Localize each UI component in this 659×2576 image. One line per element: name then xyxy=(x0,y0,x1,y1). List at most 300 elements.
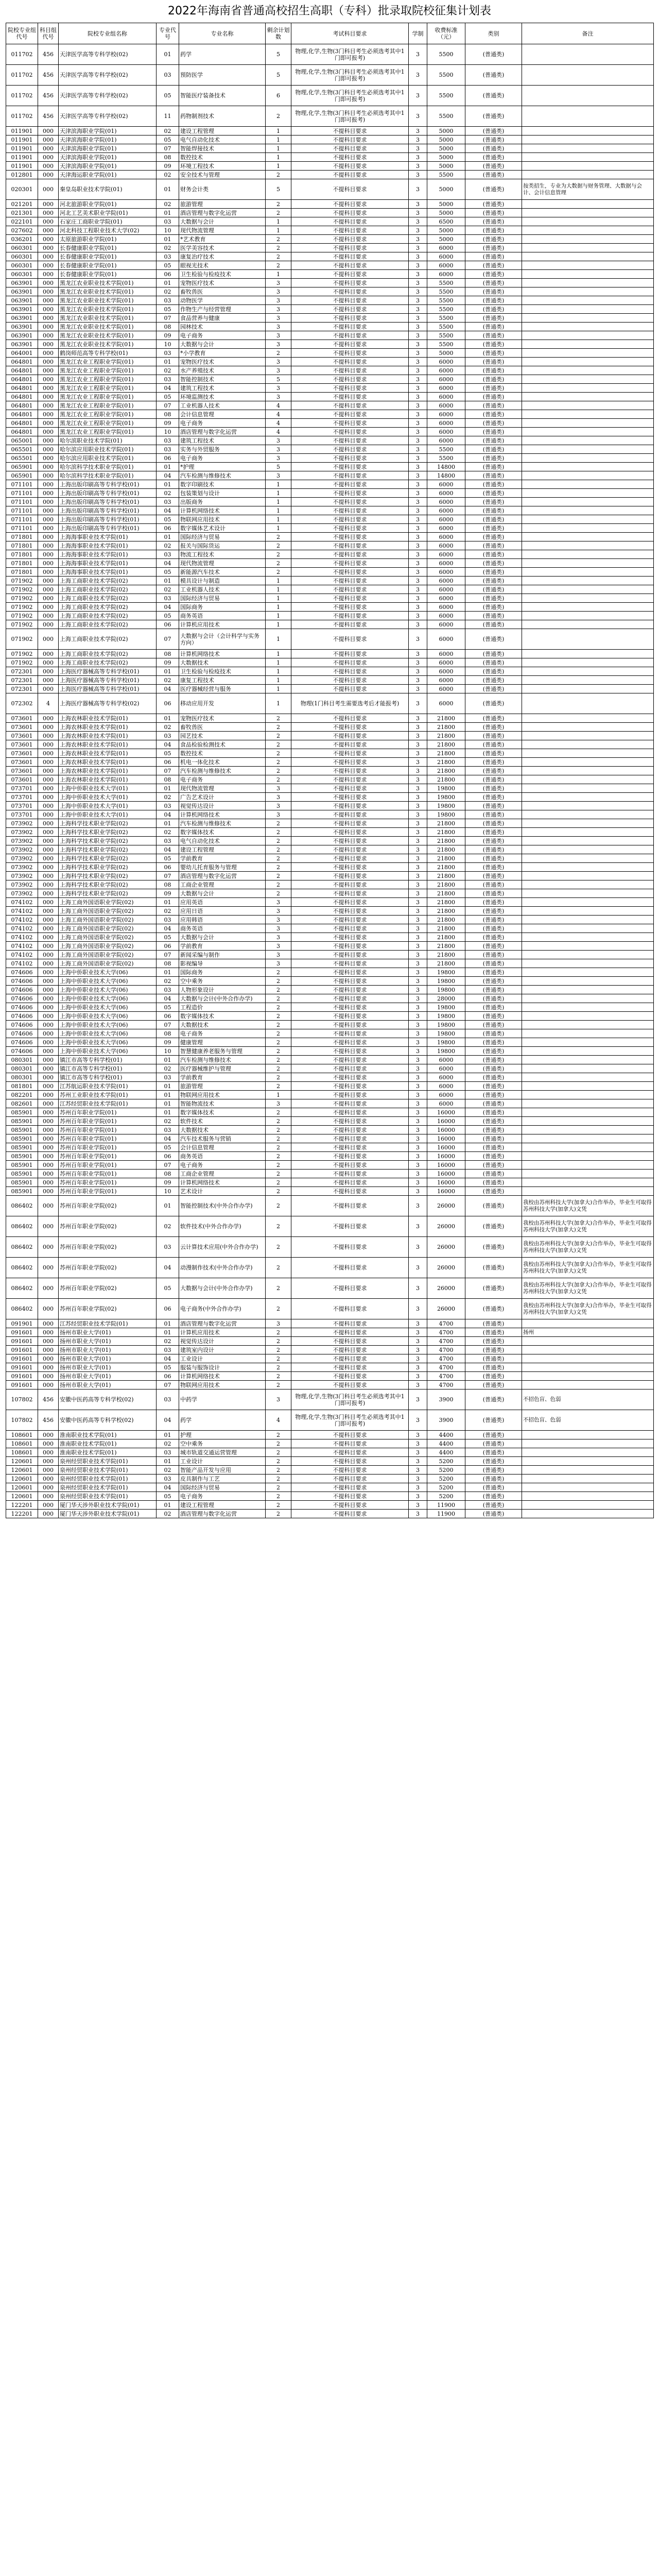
cell-subject-group: 456 xyxy=(38,86,59,106)
cell-duration: 3 xyxy=(409,1196,427,1216)
cell-tuition: 5000 xyxy=(427,162,465,171)
cell-major-name: 空中乘务 xyxy=(179,1439,266,1448)
table-row xyxy=(6,916,654,924)
cell-duration: 3 xyxy=(409,1501,427,1510)
cell-tuition: 19800 xyxy=(427,1012,465,1021)
cell-major-code: 01 xyxy=(157,1319,179,1328)
cell-major-code: 09 xyxy=(157,1178,179,1187)
cell-group-code: 011702 xyxy=(6,106,38,127)
cell-subject-requirement: 不提科目要求 xyxy=(291,986,409,994)
cell-notes xyxy=(522,454,654,463)
cell-notes xyxy=(522,541,654,550)
cell-subject-requirement: 不提科目要求 xyxy=(291,366,409,375)
cell-major-name: 建设工程管理 xyxy=(179,845,266,854)
cell-group-code: 073601 xyxy=(6,732,38,740)
cell-major-name: 畜牧兽医 xyxy=(179,723,266,732)
table-row xyxy=(6,384,654,393)
cell-major-name: 酒店管理与数字化运营 xyxy=(179,209,266,217)
cell-remaining-quota: 1 xyxy=(266,585,291,594)
cell-major-name: 学前教育 xyxy=(179,942,266,951)
cell-duration: 3 xyxy=(409,685,427,693)
cell-major-code: 08 xyxy=(157,1029,179,1038)
cell-subject-requirement: 不提科目要求 xyxy=(291,401,409,410)
cell-category: (普通类) xyxy=(465,986,522,994)
cell-tuition: 6000 xyxy=(427,428,465,436)
cell-subject-requirement: 不提科目要求 xyxy=(291,1029,409,1038)
cell-major-code: 04 xyxy=(157,845,179,854)
cell-notes xyxy=(522,1152,654,1161)
cell-subject-group: 000 xyxy=(38,933,59,942)
cell-subject-requirement: 不提科目要求 xyxy=(291,471,409,480)
cell-major-name: 机电一体化技术 xyxy=(179,758,266,767)
cell-remaining-quota: 3 xyxy=(266,907,291,916)
cell-major-code: 02 xyxy=(157,200,179,209)
cell-notes xyxy=(522,749,654,758)
cell-tuition: 4700 xyxy=(427,1337,465,1346)
cell-subject-group: 000 xyxy=(38,1492,59,1501)
cell-tuition: 28000 xyxy=(427,994,465,1003)
cell-category: (普通类) xyxy=(465,261,522,270)
cell-major-code: 02 xyxy=(157,793,179,802)
cell-group-code: 064801 xyxy=(6,428,38,436)
cell-major-code: 01 xyxy=(157,1099,179,1108)
cell-notes xyxy=(522,1161,654,1170)
cell-notes xyxy=(522,393,654,401)
cell-tuition: 6000 xyxy=(427,568,465,577)
cell-tuition: 19800 xyxy=(427,1038,465,1047)
cell-duration: 3 xyxy=(409,401,427,410)
table-row xyxy=(6,658,654,667)
cell-tuition: 21800 xyxy=(427,775,465,784)
table-row xyxy=(6,1003,654,1012)
cell-subject-group: 000 xyxy=(38,533,59,541)
cell-notes xyxy=(522,585,654,594)
cell-group-name: 苏州百年职业学院(01) xyxy=(59,1187,157,1196)
cell-group-name: 苏州百年职业学院(02) xyxy=(59,1216,157,1237)
cell-subject-group: 000 xyxy=(38,235,59,244)
table-row xyxy=(6,1501,654,1510)
cell-group-name: 上海工商职业技术学院(02) xyxy=(59,594,157,603)
cell-group-code: 073902 xyxy=(6,819,38,828)
cell-group-code: 073701 xyxy=(6,784,38,793)
cell-major-code: 05 xyxy=(157,393,179,401)
cell-tuition: 21800 xyxy=(427,767,465,775)
cell-notes xyxy=(522,226,654,235)
cell-duration: 3 xyxy=(409,1099,427,1108)
cell-subject-requirement: 不提科目要求 xyxy=(291,144,409,153)
cell-subject-requirement: 不提科目要求 xyxy=(291,533,409,541)
cell-group-code: 060301 xyxy=(6,270,38,279)
cell-remaining-quota: 2 xyxy=(266,714,291,723)
cell-major-code: 05 xyxy=(157,1492,179,1501)
cell-group-name: 河北工艺美术职业学院(01) xyxy=(59,209,157,217)
cell-major-name: 酒店管理与数字化运营 xyxy=(179,1510,266,1518)
cell-remaining-quota: 3 xyxy=(266,1099,291,1108)
cell-remaining-quota: 3 xyxy=(266,296,291,305)
cell-category: (普通类) xyxy=(465,732,522,740)
cell-group-code: 011702 xyxy=(6,44,38,65)
table-row xyxy=(6,898,654,907)
cell-major-code: 02 xyxy=(157,366,179,375)
cell-group-code: 071902 xyxy=(6,650,38,658)
cell-notes xyxy=(522,1448,654,1457)
cell-major-name: 计算机应用技术 xyxy=(179,620,266,629)
cell-notes xyxy=(522,685,654,693)
cell-group-code: 022101 xyxy=(6,217,38,226)
cell-subject-requirement: 不提科目要求 xyxy=(291,1021,409,1029)
cell-subject-group: 000 xyxy=(38,924,59,933)
cell-subject-requirement: 不提科目要求 xyxy=(291,1108,409,1117)
cell-group-name: 上海科学技术职业学院(02) xyxy=(59,889,157,898)
cell-major-code: 01 xyxy=(157,577,179,585)
cell-notes: 按类招生，专业为大数据与财务管理、大数据与会计、会计信息管理 xyxy=(522,179,654,200)
cell-category: (普通类) xyxy=(465,1091,522,1099)
table-row xyxy=(6,226,654,235)
cell-category: (普通类) xyxy=(465,837,522,845)
cell-subject-group: 000 xyxy=(38,819,59,828)
cell-duration: 3 xyxy=(409,775,427,784)
cell-remaining-quota: 5 xyxy=(266,65,291,86)
cell-group-name: 苏州百年职业学院(01) xyxy=(59,1117,157,1126)
cell-remaining-quota: 3 xyxy=(266,793,291,802)
cell-subject-requirement: 不提科目要求 xyxy=(291,667,409,676)
cell-tuition: 6000 xyxy=(427,261,465,270)
cell-subject-group: 000 xyxy=(38,767,59,775)
cell-group-code: 071101 xyxy=(6,480,38,489)
cell-remaining-quota: 1 xyxy=(266,144,291,153)
cell-remaining-quota: 1 xyxy=(266,594,291,603)
cell-subject-group: 000 xyxy=(38,837,59,845)
cell-tuition: 6000 xyxy=(427,498,465,506)
cell-duration: 3 xyxy=(409,676,427,685)
cell-subject-group: 000 xyxy=(38,480,59,489)
cell-duration: 3 xyxy=(409,314,427,323)
cell-duration: 3 xyxy=(409,828,427,837)
cell-major-code: 04 xyxy=(157,1483,179,1492)
cell-subject-requirement: 不提科目要求 xyxy=(291,1258,409,1278)
cell-duration: 3 xyxy=(409,714,427,723)
cell-subject-group: 000 xyxy=(38,217,59,226)
cell-remaining-quota: 5 xyxy=(266,375,291,384)
cell-major-name: 电子商务 xyxy=(179,454,266,463)
cell-group-code: 085901 xyxy=(6,1152,38,1161)
cell-subject-requirement: 不提科目要求 xyxy=(291,1328,409,1337)
cell-subject-requirement: 不提科目要求 xyxy=(291,793,409,802)
table-row xyxy=(6,1152,654,1161)
cell-tuition: 21800 xyxy=(427,740,465,749)
cell-major-name: 艺术设计 xyxy=(179,1187,266,1196)
table-row xyxy=(6,1410,654,1431)
cell-subject-group: 000 xyxy=(38,889,59,898)
cell-subject-group: 000 xyxy=(38,1012,59,1021)
cell-duration: 3 xyxy=(409,217,427,226)
cell-remaining-quota: 2 xyxy=(266,1047,291,1056)
cell-tuition: 6000 xyxy=(427,650,465,658)
cell-group-name: 天津滨海职业学院(01) xyxy=(59,153,157,162)
cell-group-name: 安徽中医药高等专科学校(02) xyxy=(59,1389,157,1410)
table-row xyxy=(6,837,654,845)
cell-duration: 3 xyxy=(409,296,427,305)
cell-notes xyxy=(522,270,654,279)
cell-group-code: 120601 xyxy=(6,1475,38,1483)
cell-category: (普通类) xyxy=(465,784,522,793)
cell-category: (普通类) xyxy=(465,1363,522,1372)
cell-group-code: 091601 xyxy=(6,1328,38,1337)
cell-major-name: 会计信息管理 xyxy=(179,1143,266,1152)
cell-subject-requirement: 不提科目要求 xyxy=(291,749,409,758)
cell-category: (普通类) xyxy=(465,907,522,916)
cell-notes xyxy=(522,767,654,775)
cell-group-code: 074102 xyxy=(6,951,38,959)
cell-category: (普通类) xyxy=(465,153,522,162)
cell-category: (普通类) xyxy=(465,86,522,106)
cell-subject-group: 000 xyxy=(38,428,59,436)
cell-category: (普通类) xyxy=(465,749,522,758)
cell-subject-group: 000 xyxy=(38,1363,59,1372)
cell-major-code: 06 xyxy=(157,454,179,463)
cell-duration: 3 xyxy=(409,1439,427,1448)
table-row xyxy=(6,1346,654,1354)
cell-major-name: 数控技术 xyxy=(179,153,266,162)
cell-remaining-quota: 2 xyxy=(266,1354,291,1363)
cell-duration: 3 xyxy=(409,986,427,994)
cell-subject-group: 000 xyxy=(38,994,59,1003)
cell-major-name: 智能产品开发与应用 xyxy=(179,1466,266,1475)
cell-notes xyxy=(522,1012,654,1021)
cell-group-name: 上海出版印刷高等专科学校(01) xyxy=(59,489,157,498)
cell-remaining-quota: 1 xyxy=(266,693,291,714)
cell-duration: 3 xyxy=(409,1492,427,1501)
cell-subject-requirement: 不提科目要求 xyxy=(291,933,409,942)
cell-notes xyxy=(522,1475,654,1483)
cell-remaining-quota: 1 xyxy=(266,629,291,650)
cell-tuition: 26000 xyxy=(427,1237,465,1258)
cell-group-name: 上海中侨职业技术大学(01) xyxy=(59,810,157,819)
table-row xyxy=(6,436,654,445)
cell-duration: 3 xyxy=(409,1003,427,1012)
cell-group-code: 074606 xyxy=(6,1003,38,1012)
cell-major-code: 02 xyxy=(157,287,179,296)
cell-group-code: 108601 xyxy=(6,1431,38,1439)
cell-subject-group: 000 xyxy=(38,287,59,296)
cell-group-code: 074606 xyxy=(6,1012,38,1021)
cell-tuition: 4700 xyxy=(427,1319,465,1328)
cell-group-code: 071902 xyxy=(6,658,38,667)
cell-group-code: 074606 xyxy=(6,1038,38,1047)
table-row xyxy=(6,244,654,252)
cell-remaining-quota: 2 xyxy=(266,863,291,872)
cell-category: (普通类) xyxy=(465,1196,522,1216)
cell-subject-group: 000 xyxy=(38,375,59,384)
cell-category: (普通类) xyxy=(465,1134,522,1143)
cell-subject-requirement: 不提科目要求 xyxy=(291,723,409,732)
cell-major-code: 01 xyxy=(157,819,179,828)
cell-notes xyxy=(522,305,654,314)
cell-major-code: 01 xyxy=(157,279,179,287)
header-tuition: 收费标准（元） xyxy=(427,23,465,44)
cell-tuition: 21800 xyxy=(427,933,465,942)
cell-duration: 3 xyxy=(409,767,427,775)
cell-duration: 3 xyxy=(409,749,427,758)
cell-category: (普通类) xyxy=(465,845,522,854)
cell-category: (普通类) xyxy=(465,1431,522,1439)
cell-major-name: 电子商务(中外合作办学) xyxy=(179,1299,266,1319)
cell-duration: 3 xyxy=(409,340,427,349)
cell-notes xyxy=(522,349,654,358)
cell-category: (普通类) xyxy=(465,1483,522,1492)
cell-notes xyxy=(522,244,654,252)
cell-major-code: 09 xyxy=(157,162,179,171)
cell-major-code: 02 xyxy=(157,1466,179,1475)
cell-remaining-quota: 1 xyxy=(266,135,291,144)
cell-group-name: 淮南职业技术学院(01) xyxy=(59,1431,157,1439)
cell-major-code: 01 xyxy=(157,784,179,793)
table-row xyxy=(6,1466,654,1475)
cell-tuition: 16000 xyxy=(427,1152,465,1161)
cell-subject-group: 000 xyxy=(38,854,59,863)
cell-group-code: 036201 xyxy=(6,235,38,244)
cell-group-name: 泉州经贸职业技术学院(01) xyxy=(59,1492,157,1501)
cell-category: (普通类) xyxy=(465,916,522,924)
cell-subject-group: 000 xyxy=(38,1346,59,1354)
table-row xyxy=(6,1237,654,1258)
cell-major-code: 03 xyxy=(157,445,179,454)
cell-subject-group: 000 xyxy=(38,977,59,986)
table-row xyxy=(6,723,654,732)
cell-major-code: 02 xyxy=(157,127,179,135)
cell-major-code: 02 xyxy=(157,828,179,837)
cell-group-name: 上海出版印刷高等专科学校(01) xyxy=(59,480,157,489)
cell-notes xyxy=(522,959,654,968)
cell-group-code: 065901 xyxy=(6,463,38,471)
cell-group-name: 上海工商职业技术学院(02) xyxy=(59,612,157,620)
cell-major-name: 药学 xyxy=(179,44,266,65)
cell-major-code: 11 xyxy=(157,106,179,127)
cell-subject-group: 000 xyxy=(38,612,59,620)
cell-notes xyxy=(522,559,654,568)
cell-group-name: 苏州百年职业学院(02) xyxy=(59,1299,157,1319)
cell-major-code: 03 xyxy=(157,916,179,924)
cell-major-code: 05 xyxy=(157,1003,179,1012)
cell-remaining-quota: 3 xyxy=(266,384,291,393)
cell-notes xyxy=(522,612,654,620)
cell-subject-group: 000 xyxy=(38,162,59,171)
cell-duration: 3 xyxy=(409,1466,427,1475)
cell-group-code: 071902 xyxy=(6,603,38,612)
cell-duration: 3 xyxy=(409,279,427,287)
cell-duration: 3 xyxy=(409,244,427,252)
cell-subject-group: 000 xyxy=(38,366,59,375)
cell-tuition: 6000 xyxy=(427,375,465,384)
cell-major-code: 04 xyxy=(157,994,179,1003)
cell-subject-requirement: 不提科目要求 xyxy=(291,837,409,845)
cell-category: (普通类) xyxy=(465,171,522,179)
table-row xyxy=(6,845,654,854)
cell-group-name: 镇江市高等专科学校(01) xyxy=(59,1056,157,1064)
cell-tuition: 6000 xyxy=(427,629,465,650)
cell-remaining-quota: 2 xyxy=(266,1012,291,1021)
cell-group-code: 074606 xyxy=(6,1021,38,1029)
cell-duration: 3 xyxy=(409,620,427,629)
table-row xyxy=(6,1216,654,1237)
cell-subject-requirement: 不提科目要求 xyxy=(291,775,409,784)
cell-group-name: 上海中侨职业技术大学(06) xyxy=(59,1047,157,1056)
cell-subject-requirement: 不提科目要求 xyxy=(291,942,409,951)
cell-category: (普通类) xyxy=(465,179,522,200)
cell-notes xyxy=(522,889,654,898)
cell-subject-requirement: 不提科目要求 xyxy=(291,1337,409,1346)
cell-duration: 3 xyxy=(409,1258,427,1278)
cell-group-code: 085901 xyxy=(6,1134,38,1143)
cell-group-name: 天津医学高等专科学校(02) xyxy=(59,65,157,86)
cell-remaining-quota: 2 xyxy=(266,977,291,986)
cell-major-name: 物联网应用技术 xyxy=(179,515,266,524)
cell-major-name: 电子商务 xyxy=(179,331,266,340)
cell-group-name: 天津滨海职业学院(01) xyxy=(59,127,157,135)
cell-remaining-quota: 2 xyxy=(266,1492,291,1501)
cell-subject-requirement: 不提科目要求 xyxy=(291,1073,409,1082)
cell-category: (普通类) xyxy=(465,1082,522,1091)
cell-category: (普通类) xyxy=(465,559,522,568)
cell-major-code: 04 xyxy=(157,1410,179,1431)
cell-remaining-quota: 2 xyxy=(266,1003,291,1012)
cell-duration: 3 xyxy=(409,959,427,968)
cell-group-code: 091601 xyxy=(6,1346,38,1354)
cell-notes xyxy=(522,1126,654,1134)
table-row xyxy=(6,1319,654,1328)
cell-subject-group: 000 xyxy=(38,279,59,287)
cell-subject-group: 000 xyxy=(38,323,59,331)
cell-subject-requirement: 不提科目要求 xyxy=(291,568,409,577)
cell-subject-group: 000 xyxy=(38,541,59,550)
cell-remaining-quota: 3 xyxy=(266,1319,291,1328)
table-row xyxy=(6,314,654,323)
cell-major-name: 卫生检验与检疫技术 xyxy=(179,667,266,676)
cell-duration: 3 xyxy=(409,1126,427,1134)
cell-subject-requirement: 不提科目要求 xyxy=(291,612,409,620)
cell-major-name: *艺术教育 xyxy=(179,235,266,244)
cell-remaining-quota: 3 xyxy=(266,959,291,968)
cell-major-code: 01 xyxy=(157,968,179,977)
cell-major-code: 06 xyxy=(157,1372,179,1381)
cell-group-code: 074606 xyxy=(6,994,38,1003)
cell-remaining-quota: 3 xyxy=(266,784,291,793)
cell-major-code: 01 xyxy=(157,235,179,244)
cell-major-code: 08 xyxy=(157,323,179,331)
cell-subject-group: 000 xyxy=(38,252,59,261)
cell-major-name: 大数据技术 xyxy=(179,1126,266,1134)
cell-group-name: 哈尔滨科学技术职业学院(01) xyxy=(59,471,157,480)
cell-group-code: 012801 xyxy=(6,171,38,179)
cell-group-name: 鹤岗师范高等专科学校(01) xyxy=(59,349,157,358)
cell-notes xyxy=(522,629,654,650)
cell-tuition: 19800 xyxy=(427,802,465,810)
cell-remaining-quota: 2 xyxy=(266,819,291,828)
cell-group-name: 哈尔滨应用职业技术学院(01) xyxy=(59,445,157,454)
cell-duration: 3 xyxy=(409,436,427,445)
cell-category: (普通类) xyxy=(465,279,522,287)
cell-group-code: 082601 xyxy=(6,1099,38,1108)
cell-group-code: 074606 xyxy=(6,1029,38,1038)
cell-major-name: 眼视光技术 xyxy=(179,261,266,270)
cell-group-name: 苏州百年职业学院(02) xyxy=(59,1196,157,1216)
cell-notes xyxy=(522,603,654,612)
cell-subject-requirement: 不提科目要求 xyxy=(291,410,409,419)
cell-duration: 3 xyxy=(409,612,427,620)
cell-remaining-quota: 3 xyxy=(266,331,291,340)
cell-major-code: 01 xyxy=(157,358,179,366)
cell-major-code: 03 xyxy=(157,375,179,384)
